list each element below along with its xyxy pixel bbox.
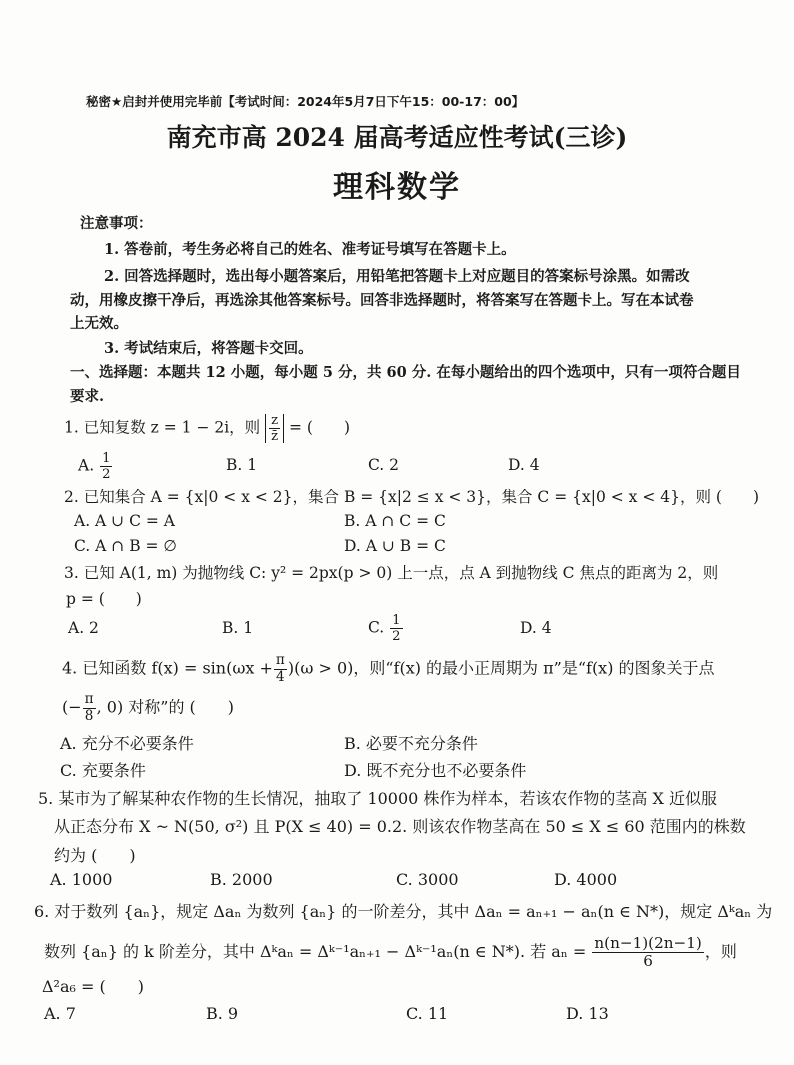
notes-heading: 注意事项： [80,215,153,232]
note-item-2-line-1: 2. 回答选择题时，选出每小题答案后，用铅笔把答题卡上对应题目的答案标号涂黑。如需改 [104,268,690,285]
q4-pi-denominator: 4 [276,668,285,685]
q3-option-a: A. 2 [68,619,99,637]
question-5-line-3: 约为 ( ) [54,846,136,865]
question-4-line-1 [62,654,715,684]
q5-option-b: B. 2000 [210,870,273,889]
q6-formula-numerator: n(n−1)(2n−1) [594,934,702,952]
q6-option-b: B. 9 [206,1004,239,1023]
question-5-line-2: 从正态分布 X ~ N(50, σ²) 且 P(X ≤ 40) = 0.2. 则该农作物茎高在 50 ≤ X ≤ 60 范围内的株数 [54,817,746,836]
q1-option-a-label: A. [78,456,95,475]
q4-line-2-part-b: , 0) 对称”的 ( ) [96,697,235,717]
note-item-2-line-3: 上无效。 [70,315,128,332]
q4-pi8-denominator: 8 [84,707,94,724]
q3-option-c-num: 1 [392,613,401,628]
q4-option-a: A. 充分不必要条件 [60,734,194,753]
question-6-line-1: 6. 对于数列 {aₙ}，规定 Δaₙ 为数列 {aₙ} 的一阶差分，其中 Δaₙ = aₙ₊₁ − aₙ(n ∈ N*)，规定 Δᵏaₙ 为 [34,902,773,921]
confidential-notice: 秘密★启封并使用完毕前【考试时间：2024年5月7日下午15：00-17：00】 [86,94,525,109]
q6-line-2-part-b: ，则 [704,942,737,962]
question-1-stem [64,414,350,443]
exam-title: 南充市高 2024 届高考适应性考试(三诊) [166,123,628,152]
q1-prefix: 1. 已知复数 z = 1 − 2i，则 [64,418,261,437]
q1-suffix: = ( ) [289,418,351,437]
q6-formula-denominator: 6 [643,952,653,971]
q2-option-a: A. A ∪ C = A [74,512,175,530]
q1-option-c: C. 2 [368,456,400,474]
q3-option-c-den: 2 [392,629,401,645]
question-2-stem: 2. 已知集合 A = {x|0 < x < 2}，集合 B = {x|2 ≤ x < 3}，集合 C = {x|0 < x < 4}，则 ( ) [64,488,759,506]
q1-frac-denominator: z̄ [271,429,279,445]
q1-option-b: B. 1 [226,456,258,474]
q5-option-c: C. 3000 [396,870,459,889]
q4-pi-numerator: π [275,652,285,668]
q6-line-2-part-a: 数列 {aₙ} 的 k 阶差分，其中 Δᵏaₙ = Δᵏ⁻¹aₙ₊₁ − Δᵏ⁻¹aₙ(n ∈ N*). 若 aₙ = [44,942,587,962]
q5-option-d: D. 4000 [554,870,618,889]
question-6-line-2 [44,936,737,969]
question-3-line-1: 3. 已知 A(1, m) 为抛物线 C: y² = 2px(p > 0) 上一点，点 A 到抛物线 C 焦点的距离为 2，则 [64,564,719,582]
q4-line-1-part-a: 4. 已知函数 f(x) = sin(ωx + [62,658,273,678]
q4-option-c: C. 充要条件 [60,761,146,780]
question-6-line-3: Δ²a₆ = ( ) [42,977,144,996]
q3-option-c [368,614,404,643]
question-5-line-1: 5. 某市为了解某种农作物的生长情况，抽取了 10000 株作为样本，若该农作物的茎高 X 近似服 [38,789,717,808]
q3-option-d: D. 4 [520,619,552,637]
q6-option-c: C. 11 [406,1004,449,1023]
q1-option-a-den: 2 [102,467,111,483]
q4-line-1-part-b: )(ω > 0)，则“f(x) 的最小正周期为 π”是“f(x) 的图象关于点 [287,658,715,678]
question-4-line-2 [62,693,234,723]
q1-option-a [78,452,113,481]
q1-option-d: D. 4 [508,456,540,474]
q4-line-2-part-a: (− [62,697,82,717]
q5-option-a: A. 1000 [50,870,113,889]
note-item-2-line-2: 动，用橡皮擦干净后，再选涂其他答案标号。回答非选择题时，将答案写在答题卡上。写在本试卷 [70,292,694,309]
q1-frac-numerator: z [271,413,279,428]
q2-option-b: B. A ∩ C = C [344,512,446,530]
subject-title: 理科数学 [333,170,461,205]
q4-option-b: B. 必要不充分条件 [344,734,478,753]
q2-option-d: D. A ∪ B = C [344,537,446,555]
q2-option-c: C. A ∩ B = ∅ [74,537,177,555]
q1-abs-fraction [265,414,284,443]
q1-option-a-num: 1 [102,451,111,466]
q3-option-c-label: C. [368,618,385,637]
note-item-3: 3. 考试结束后，将答题卡交回。 [104,340,313,357]
q4-option-d: D. 既不充分也不必要条件 [344,761,527,780]
q3-option-b: B. 1 [222,619,254,637]
q4-pi8-numerator: π [84,691,94,707]
note-item-1: 1. 答卷前，考生务必将自己的姓名、准考证号填写在答题卡上。 [104,241,516,258]
q6-option-d: D. 13 [566,1004,609,1023]
section-heading-line-1: 一、选择题：本题共 12 小题，每小题 5 分，共 60 分. 在每小题给出的四个选项中，只有一项符合题目 [70,364,741,381]
section-heading-line-2: 要求. [70,388,105,405]
q6-option-a: A. 7 [44,1004,76,1023]
question-3-line-2: p = ( ) [66,590,142,608]
